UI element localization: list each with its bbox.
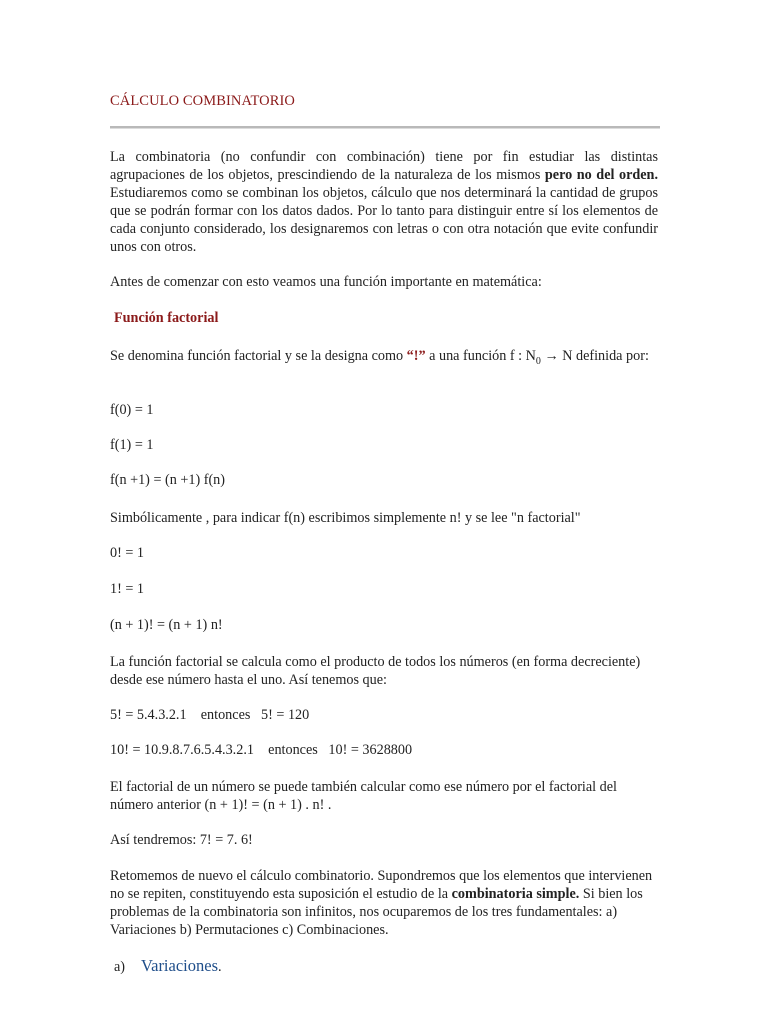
- equation-n-plus-1-factorial: (n + 1)! = (n + 1) n!: [110, 617, 223, 633]
- asi-tendremos: Así tendremos: 7! = 7. 6!: [110, 832, 253, 848]
- title-text: CÁLCULO COMBINATORIO: [110, 93, 296, 109]
- def-text-2: a una función f : N: [425, 348, 536, 364]
- horizontal-rule: [110, 126, 660, 129]
- factorial-number-paragraph: El factorial de un número se puede también calcular como ese número por el factorial del número anterior (n + 1)! = (n + 1) . n! .: [110, 779, 617, 813]
- equation-recursive: f(n +1) = (n +1) f(n): [110, 472, 226, 488]
- simbolicamente-paragraph: Simbólicamente , para indicar f(n) escribimos simplemente n! y se lee "n factorial": [110, 510, 581, 526]
- example-5-factorial: 5! = 5.4.3.2.1 entonces 5! = 120: [110, 707, 310, 723]
- intro-paragraph: [110, 148, 658, 256]
- intro-text-2: Estudiaremos como se combinan los objetos, cálculo que nos determinará la cantidad de grupos que se podrán formar con los datos dados. Por lo tanto para distinguir entre sí los elementos de cada conjunto considerado, los designaremos con letras o con otra notación que evite confundir unos con otros.: [110, 185, 658, 255]
- def-quote-close: ”: [418, 348, 426, 364]
- factorial-definition: [110, 347, 658, 371]
- retomemos-text-2: Si bien los problemas de la combinatoria son infinitos, nos ocuparemos de los tres fundamentales: a) Variaciones b) Permutaciones c) Combinaciones.: [110, 886, 643, 938]
- equation-f0: f(0) = 1: [110, 402, 154, 418]
- def-text-3: → N definida por:: [540, 348, 649, 364]
- page-title: [110, 92, 658, 110]
- intro-text-1: La combinatoria (no confundir con combinación) tiene por fin estudiar las distintas agrupaciones de los objetos, prescindiendo de la naturaleza de los mismos: [110, 149, 658, 183]
- example-10-factorial: 10! = 10.9.8.7.6.5.4.3.2.1 entonces 10! = 3628800: [110, 742, 413, 758]
- retomemos-text-1: Retomemos de nuevo el cálculo combinatorio. Supondremos que los elementos que intervienen no se repiten, constituyendo esta suposición el estudio de la: [110, 868, 653, 902]
- retomemos-paragraph: [110, 867, 658, 939]
- equation-1-factorial: 1! = 1: [110, 581, 145, 597]
- def-quote-open: “: [406, 348, 414, 364]
- def-text-1: Se denomina función factorial y se la designa como: [110, 348, 407, 364]
- equation-0-factorial: 0! = 1: [110, 545, 145, 561]
- section-a-dot: .: [218, 959, 222, 975]
- def-subscript: 0: [535, 355, 541, 367]
- antes-paragraph: Antes de comenzar con esto veamos una función importante en matemática:: [110, 274, 542, 290]
- calc-paragraph: La función factorial se calcula como el producto de todos los números (en forma decreciente) desde ese número hasta el uno. Así tenemos que:: [110, 654, 641, 688]
- intro-bold: pero no del orden.: [544, 167, 658, 183]
- retomemos-bold: combinatoria simple.: [451, 886, 580, 902]
- section-a-letter: a): [114, 959, 126, 975]
- factorial-heading: Función factorial: [114, 310, 219, 326]
- section-a-heading: [114, 957, 662, 976]
- section-a-label: Variaciones: [141, 956, 218, 975]
- def-exclamation: !: [413, 348, 419, 364]
- equation-f1: f(1) = 1: [110, 437, 154, 453]
